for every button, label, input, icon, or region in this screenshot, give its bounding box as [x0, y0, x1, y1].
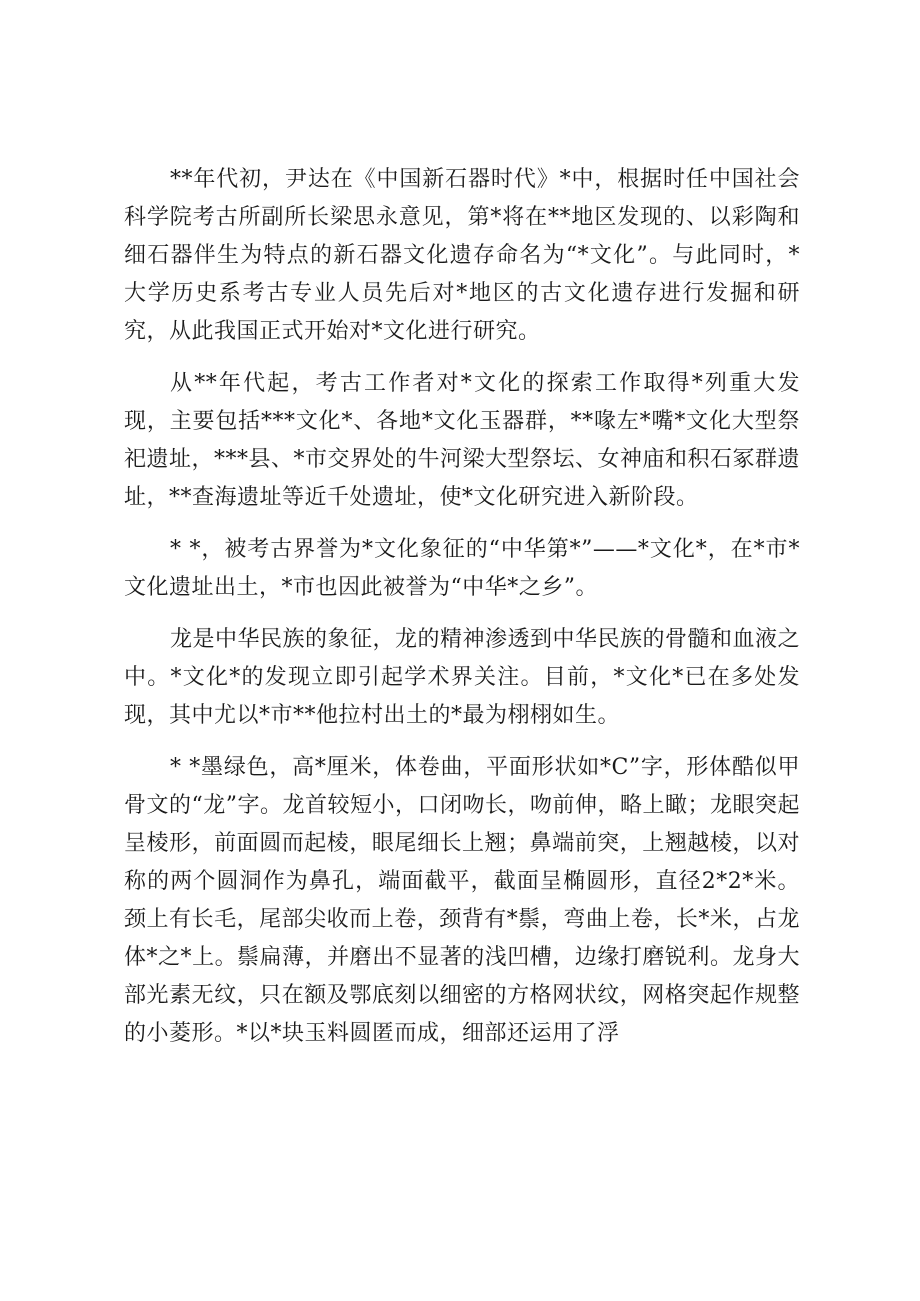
paragraph-5: * *墨绿色，高*厘米，体卷曲，平面形状如*C”字，形体酷似甲骨文的“龙”字。龙首较短小，口闭吻长，吻前伸，略上瞰；龙眼突起呈棱形，前面圆而起棱，眼尾细长上翘；鼻端前突，上翘越棱，以对称的两个圆洞作为鼻孔，端面截平，截面呈椭圆形，直径2*2*米。颈上有长毛，尾部尖收而上卷，颈背有*鬃，弯曲上卷，长*米，占龙体*之*上。鬃扁薄，并磨出不显著的浅凹槽，边缘打磨锐利。龙身大部光素无纹，只在额及鄂底刻以细密的方格网状纹，网格突起作规整的小菱形。*以*块玉料圆匿而成，细部还运用了浮	[124, 755, 800, 1046]
paragraph-1: **年代初，尹达在《中国新石器时代》*中，根据时任中国社会科学院考古所副所长梁思永意见，第*将在**地区发现的、以彩陶和细石器伴生为特点的新石器文化遗存命名为“*文化”。与此同时，*大学历史系考古专业人员先后对*地区的古文化遗存进行发掘和研究，从此我国正式开始对*文化进行研究。	[124, 167, 800, 344]
paragraph-3: * *，被考古界誉为*文化象征的“中华第*”——*文化*，在*市*文化遗址出土，*市也因此被誉为“中华*之乡”。	[124, 537, 800, 600]
document-body	[124, 161, 800, 1067]
paragraph-4: 龙是中华民族的象征，龙的精神渗透到中华民族的骨髓和血液之中。*文化*的发现立即引起学术界关注。目前，*文化*已在多处发现，其中尤以*市**他拉村出土的*最为栩栩如生。	[124, 627, 801, 728]
paragraph-2: 从**年代起，考古工作者对*文化的探索工作取得*列重大发现，主要包括***文化*、各地*文化玉器群，**喙左*嘴*文化大型祭祀遗址，***县、*市交界处的牛河梁大型祭坛、女神庙和积石冢群遗址，**查海遗址等近千处遗址，使*文化研究进入新阶段。	[124, 371, 801, 510]
